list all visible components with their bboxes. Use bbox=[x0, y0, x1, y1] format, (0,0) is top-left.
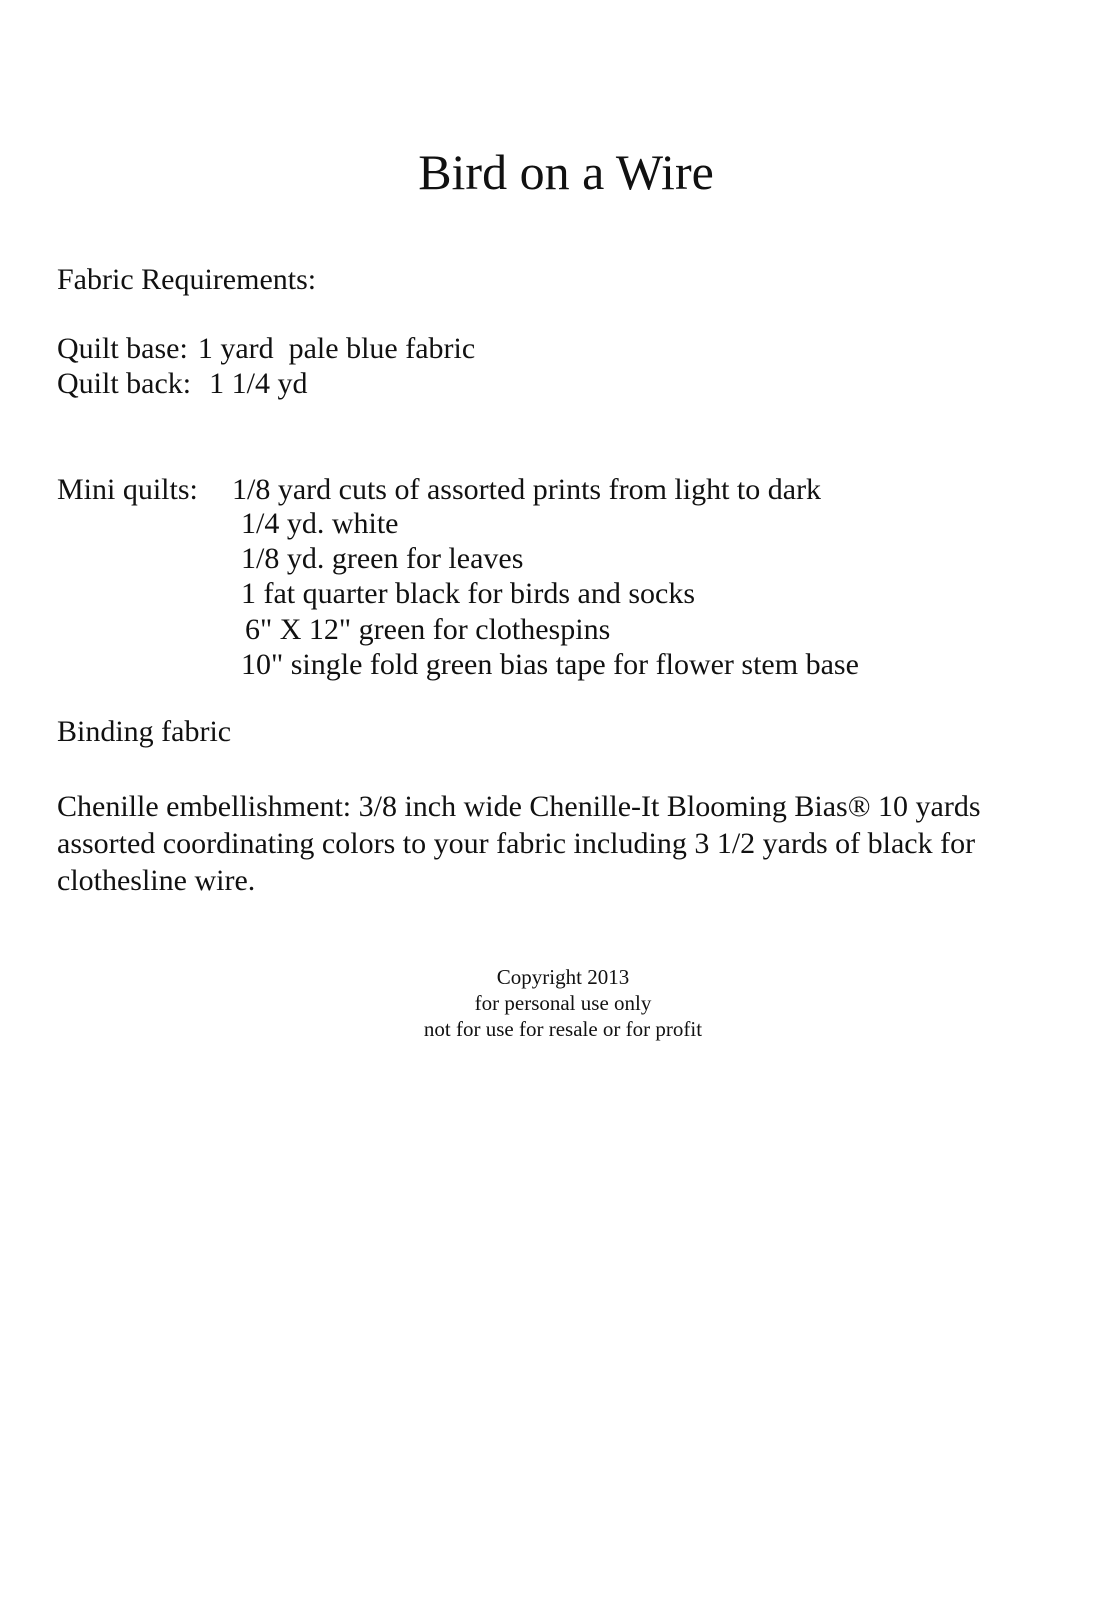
mini-quilts-item: 1/8 yd. green for leaves bbox=[241, 542, 524, 575]
not-for-resale-line: not for use for resale or for profit bbox=[423, 1017, 703, 1041]
fabric-requirements-heading: Fabric Requirements: bbox=[57, 263, 317, 296]
page-title: Bird on a Wire bbox=[418, 144, 714, 200]
quilt-back-row bbox=[57, 366, 307, 402]
mini-quilts-row bbox=[57, 472, 198, 508]
mini-quilts-label: Mini quilts: bbox=[57, 473, 198, 506]
chenille-embellishment: Chenille embellishment: 3/8 inch wide Chenille-It Blooming Bias® 10 yards assorted coordinating colors to your fabric including 3 1/2 yards of black for clothesline wire. bbox=[57, 790, 981, 897]
mini-quilts-item: 10" single fold green bias tape for flower stem base bbox=[241, 648, 859, 681]
quilt-base-row bbox=[57, 331, 475, 367]
mini-quilts-item: 1/8 yard cuts of assorted prints from light to dark bbox=[232, 473, 822, 506]
personal-use-line: for personal use only bbox=[474, 991, 652, 1015]
quilt-base-value: 1 yard pale blue fabric bbox=[197, 332, 476, 365]
quilt-back-value: 1 1/4 yd bbox=[209, 367, 308, 400]
mini-quilts-item: 1/4 yd. white bbox=[241, 507, 399, 540]
quilt-back-label: Quilt back: bbox=[57, 367, 192, 400]
quilt-base-label: Quilt base: bbox=[57, 332, 188, 365]
mini-quilts-item: 1 fat quarter black for birds and socks bbox=[241, 577, 696, 610]
binding-fabric: Binding fabric bbox=[57, 715, 232, 748]
mini-quilts-item: 6" X 12" green for clothespins bbox=[245, 613, 611, 646]
copyright-block bbox=[0, 964, 1116, 1042]
copyright-line: Copyright 2013 bbox=[496, 965, 630, 989]
